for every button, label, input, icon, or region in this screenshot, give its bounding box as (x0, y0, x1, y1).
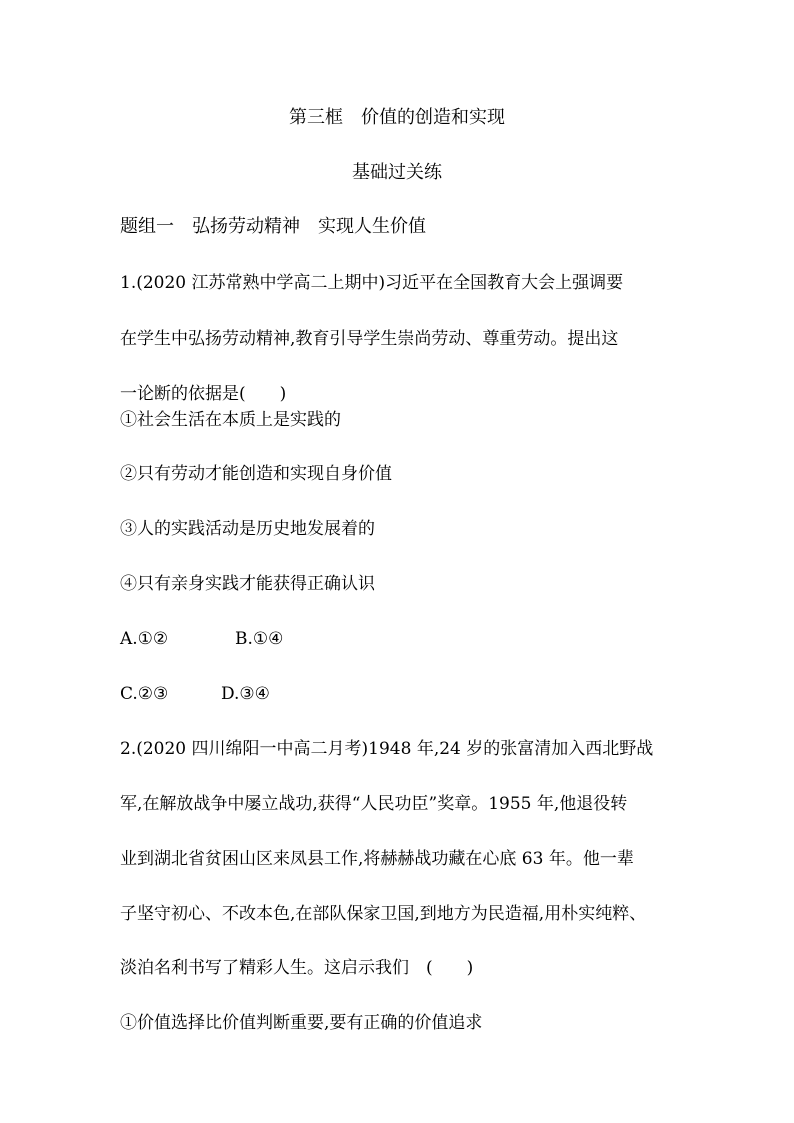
q1-statement-2: ②只有劳动才能创造和实现自身价值 (120, 464, 392, 484)
q1-line-3: 一论断的依据是( ) (120, 384, 287, 404)
section-title: 基础过关练 (352, 162, 442, 183)
q2-line-4: 子坚守初心、不改本色,在部队保家卫国,到地方为民造福,用朴实纯粹、 (120, 904, 647, 924)
q2-statement-1: ①价值选择比价值判断重要,要有正确的价值追求 (120, 1013, 483, 1033)
q1-line-1: 1.(2020 江苏常熟中学高二上期中)习近平在全国教育大会上强调要 (120, 273, 624, 293)
q2-line-2: 军,在解放战争中屡立战功,获得“人民功臣”奖章。1955 年,他退役转 (120, 794, 628, 814)
q1-statement-3: ③人的实践活动是历史地发展着的 (120, 519, 375, 539)
q1-statement-1: ①社会生活在本质上是实践的 (120, 410, 341, 430)
q1-options-row-2 (120, 683, 680, 705)
q1-option-d: D.③④ (221, 684, 270, 704)
q1-option-a: A.①② (120, 629, 169, 649)
q1-options-row-1 (120, 628, 680, 650)
q1-line-2: 在学生中弘扬劳动精神,教育引导学生崇尚劳动、尊重劳动。提出这 (120, 329, 619, 349)
q2-line-1: 2.(2020 四川绵阳一中高二月考)1948 年,24 岁的张富清加入西北野战 (120, 739, 654, 759)
q1-statement-4: ④只有亲身实践才能获得正确认识 (120, 574, 375, 594)
group-title: 题组一 弘扬劳动精神 实现人生价值 (120, 216, 426, 237)
q2-line-5: 淡泊名利书写了精彩人生。这启示我们 ( ) (120, 958, 474, 978)
lesson-title: 第三框 价值的创造和实现 (289, 107, 505, 128)
q1-option-b: B.①④ (235, 629, 284, 649)
q1-option-c: C.②③ (120, 684, 169, 704)
q2-line-3: 业到湖北省贫困山区来凤县工作,将赫赫战功藏在心底 63 年。他一辈 (120, 849, 634, 869)
